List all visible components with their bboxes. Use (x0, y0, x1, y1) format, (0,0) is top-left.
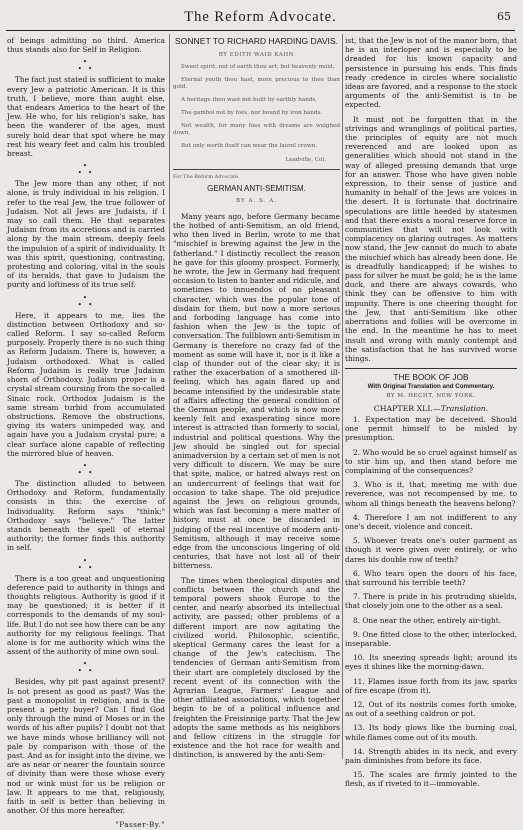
verse: 13. Its body glows like the burning coal, while flames come out of its mouth. (345, 723, 517, 742)
verse: 1. Expectation may be deceived. Should one permit himself to be misled by presumption. (345, 414, 517, 443)
verse: 7. There is pride in his protruding shields, that closely join one to the other as a seal. (345, 592, 517, 611)
verse: 12. Out of its nostrils comes forth smoke, as out of a seething caldron or pot. (345, 700, 517, 719)
chapter-label: CHAPTER XLI.— (373, 403, 441, 413)
page-header (6, 4, 515, 31)
verse: 4. Therefore I am not indifferent to any one's deceit, violence and conceit. (345, 512, 517, 531)
section-separator: • • • (77, 162, 95, 178)
section-separator: • • • (77, 461, 95, 477)
poem-line: Not wealth, for many foes with dreams are weighed down, (173, 122, 340, 137)
section-separator: • • • (77, 660, 95, 676)
poem-line: But only worth itself can wear the laurel crown. (181, 143, 318, 150)
poem-line: Eternal youth thou hast, more precious to thee than gold. (173, 76, 340, 91)
chapter-heading (345, 404, 517, 413)
verse: 14. Strength abides in its neck, and every pain diminishes from before its face. (345, 746, 517, 766)
verse: 15. The scales are firmly jointed to the flesh, as if riveted to it—immovable. (345, 770, 517, 789)
poem-line: A heritage thou wast not built by earthly hands, (181, 97, 318, 104)
sonnet-place: Leadville, Col. (285, 157, 326, 164)
column-middle (173, 36, 340, 760)
paragraph: The fact just stated is sufficient to make every Jew a patriotic American. It is this truth, I believe, more than aught else, that endears America to the heart of the Jew. He who, for his religion's sake, has been the wanderer of the ages, must surely hold dear that spot where he may rest his weary feet and calm his troubled breast. (7, 75, 165, 159)
column-divider (342, 34, 343, 759)
book-of-job-subtitle: With Original Translation and Commentary. (367, 383, 495, 391)
paragraph: The times when theological disputes and conflicts between the church and the temporal powers shook Europe to the center, and nearly absorbed its intellectual activity, are passed; other problems of a different import are now agitating the civilized world. Philosophic, scientific, skeptical Germany cares the least for a change of the Jew's catechism. The tendencies of German anti-Semitism from their start are completely disclosed by the recent event of its connection with the Agrarian League, Farmers' League and other affiliated associations, which together begin to be of a political influence and freighten the Freisinnige party. That the Jew adopts the same methods as his neighbors and fellow citizens in the struggle for existence and the hot race for wealth and distinction, is answered by the anti-Sem- (173, 575, 340, 760)
book-of-job-title: THE BOOK OF JOB (393, 372, 469, 383)
section-separator: • • • (77, 556, 95, 572)
poem-line: Sweet spirit, not of earth thou art, but heavenly mold, (181, 63, 335, 70)
signature: "Passer-By." (115, 820, 165, 830)
article-author: BY A. S. A. (235, 198, 278, 205)
column-divider (169, 34, 170, 759)
verse: 5. Whoever treats one's outer garment as though it were given over entirely, or who dares his double row of teeth? (345, 536, 517, 564)
paragraph: Besides, why pit past against present? Is not present as good as past? Was the past a monopolist in religion, and is the present a petty buyer? Can I find God only through the mind of Moses or in the words of his after pupils? I doubt not that we have minds whose brilliancy will not pale by comparison with those of the past. And as for insight into the divine, we are as near or nearer the fountain source of divinity than were those whose every nod or wink must for us be religion or law. It appears to me that, religiously, faith in self is better than believing in another. Of this more hereafter. (7, 677, 165, 816)
column-right (345, 36, 518, 789)
verse: 8. One near the other, entirely air-tight. (353, 615, 502, 625)
paragraph: Here, it appears to me, lies the distinction between Orthodoxy and so-called Reform. I say so-called Reform purposely. Properly there is no such thing as Reform Judaism. There is, however, a Judaism orthodoxed. What is called Reform Judaism is really true Judaism shorn of Orthodoxy. Judaism proper is a crystal stream coursing from the so-called Sinaic rock. Orthodox Judaism is the same stream turbid from accumulated obstructions. Remove the obstructions, giving its waters unimpeded way, and again have you a Judaism crystal pure; a clear surface alone capable of reflecting the mirrored blue of heaven. (7, 310, 165, 458)
section-separator: • • • (77, 58, 95, 74)
written-for-line: For The Reform Advocate. (173, 169, 340, 182)
paragraph: The Jew more than any other, if not alone, is truly individual in his religion. I refer to the real Jew, the true follower of Judaism. Not all Jews are Judaists, if I may so call them. He that separates Judaism from its accretions and is carried along by the main stream, deeply feels the impulsion of a spirit of individuality. It was this spirit, questioning, contrasting, protesting and coloring, vital in the souls of its heralds, that gave to Judaism the purity and loftiness of its true self. (7, 179, 165, 290)
verse: 6. Who tears open the doors of his face, that surround his terrible teeth? (345, 568, 517, 587)
verse: 3. Who is it, that, meeting me with due reverence, was not recompensed by me, to whom all things beneath the heavens belong? (345, 480, 517, 508)
poem-line: The gambol not by foes, nor bound by iron bands. (181, 109, 323, 116)
sonnet-author: BY EDITH WAID KAHN (218, 51, 295, 58)
paragraph: of beings admitting no third. America thus stands also for Self in Religion. (7, 36, 165, 55)
paragraph: ist, that the Jew is not of the manor born, that he is an interloper and is especially to be dreaded for his known capacity and persistence in pursuing his ends. This finds ready credence in circles where socialistic ideas are favored, and a response to the stock arguments of the anti-Semitist is to be expected. (345, 36, 517, 110)
verse: 11. Flames issue forth from its jaw, sparks of fire escape (from it). (345, 676, 517, 695)
verse: 9. One fitted close to the other, interlocked, inseparable. (345, 629, 517, 648)
book-of-job-author: BY M. HECHT, NEW YORK. (386, 392, 476, 399)
column-left (7, 36, 165, 830)
article-title: GERMAN ANTI-SEMITISM. (207, 184, 306, 194)
section-separator: • • • (77, 293, 95, 309)
page-number: 65 (497, 10, 511, 23)
paragraph: Many years ago, before Germany became the hotbed of anti-Semitism, an old friend, who then lived in Berlin, wrote to me that "mischief is brewing against the Jew in the fatherland." I distinctly recollect the reason he gave for this gloomy prospect. Formerly, he wrote, the Jew in Germany had frequent occasion to listen to banter and ridicule, and sometimes to innuendos of no pleasant character, which was the popular tone of disdain for them, but now a more serious and forboding language has come into fashion when the Jew is the topic of conversation. The fullblown anti-Semitism in Germany is therefore no crazy fad of the moment as some will have it, nor is it like a clap of thunder out of the clear sky; it is rather the exacerbation of a smothered ill-feeling, which has again flared up and became intensified by the undesirable state of affairs affecting the general condition of the German people, and which is now more keenly felt and exasperating since more interest is attracted than formerly to social, industrial and political questions. Why the Jew should be singled out for special animadversion by a certain set of men is not very difficult to discern. We may be sure that spite, malice, or hatred always rest on an undercurrent of feelings that wait for occasion to take shape. The old prejudice against the Jews on religious grounds, which was fast becoming a mere matter of history, must at once be discarded in judging of the real incentive of modern anti-Semitism, although it may receive some edge from the unconscious lingering of old centuries, that have not lost all of their bitterness. (173, 211, 340, 571)
verse: 2. Who would be so cruel against himself as to stir him up, and then stand before me complaining of the consequences? (345, 447, 517, 475)
paragraph: It must not be forgotten that in the strivings and wranglings of political parties, the principles of equity are not much reverenced and are looked upon as generalities which should not stand in the way of alleged pressing demands that urge for an answer. Those who have given noble expression, to their sense of justice and humanity in behalf of the Jews are voices in the desert. It is fortunate that doctrinaire speculations are little heeded by statesmen and that there exists a moral reserve force in communities that will not look with complacency on glaring outrages. As matters now stand, the Jew cannot do much to abate the mischief which has already been done. He is dreadfully handicapped; if he wishes to pass for silver he must be gold; he is the lame duck, and there are always cowards, who think they can be offensive to him with impunity. There is one cheering thought for the Jew, that anti-Semitism like other aberrations and follies will be overcome in the end. In the meantime he has to meet insult and wrong with manly contempt and the satisfaction that he has survived worse things. (345, 114, 518, 363)
chapter-subtitle: Translation. (440, 403, 489, 413)
verse: 10. Its sneezing spreads light; around its eyes it shines like the morning-dawn. (345, 653, 517, 672)
paragraph: There is a too great and unquestioning deference paid to authority in things and thoughts religious. Authority is good if it may be questioned; it is better if it corresponds to the demands of my soul-life. But I do not see how there can be any authority for my religious feelings. That alone is for me authority which wins the assent of the authority of mine own soul. (7, 573, 165, 657)
newspaper-title: The Reform Advocate. (184, 9, 337, 25)
sonnet-title: SONNET TO RICHARD HARDING DAVIS. (174, 36, 339, 46)
paragraph: The distinction alluded to between Orthodoxy and Reform, fundamentally consists in this: the exercise of Individuality. Reform says "think;" Orthodoxy says "believe." The latter stands beneath the spell of eternal authority; the former finds this authority in self. (7, 478, 165, 553)
section-rule (345, 368, 517, 369)
